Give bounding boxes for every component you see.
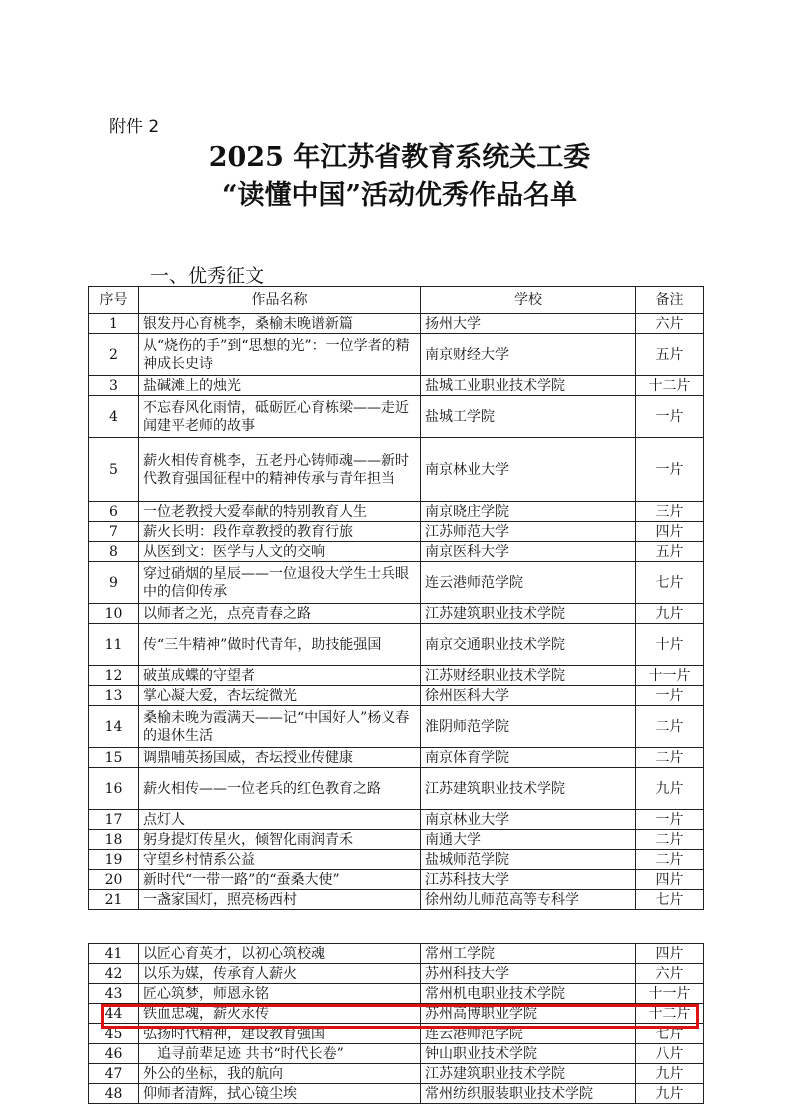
work-title: 一位老教授大爱奉献的特别教育人生 [139,502,421,522]
note-cell: 四片 [636,522,704,542]
note-cell: 十二片 [636,376,704,396]
school-name: 南京体育学院 [421,748,636,768]
row-number: 4 [89,396,139,438]
school-name: 南京交通职业技术学院 [421,624,636,666]
work-title: 从医到文：医学与人文的交响 [139,542,421,562]
note-cell: 一片 [636,438,704,502]
page-title-line2: “读懂中国”活动优秀作品名单 [221,180,578,211]
row-number: 3 [89,376,139,396]
essay-list-table-continued [88,943,704,1104]
school-name: 江苏建筑职业技术学院 [421,768,636,810]
note-cell: 一片 [636,396,704,438]
school-name: 常州机电职业技术学院 [421,984,636,1004]
row-number: 2 [89,334,139,376]
row-number: 10 [89,604,139,624]
school-name: 徐州幼儿师范高等专科学 [421,890,636,910]
work-title: 弘扬时代精神，建设教育强国 [139,1024,421,1044]
table-row [89,810,704,830]
attachment-label: 附件 2 [109,117,160,137]
school-name: 盐城师范学院 [421,850,636,870]
row-number: 20 [89,870,139,890]
school-name: 江苏建筑职业技术学院 [421,604,636,624]
table-row [89,1064,704,1084]
school-name: 盐城工业职业技术学院 [421,376,636,396]
note-cell: 一片 [636,810,704,830]
table-row [89,666,704,686]
row-number: 41 [89,944,139,964]
row-number: 21 [89,890,139,910]
row-number: 47 [89,1064,139,1084]
note-cell: 六片 [636,314,704,334]
work-title: 点灯人 [139,810,421,830]
table-row [89,334,704,376]
work-title: 薪火相传——一位老兵的红色教育之路 [139,768,421,810]
row-number: 46 [89,1044,139,1064]
school-name: 苏州高博职业学院 [421,1004,636,1024]
work-title: 匠心筑梦，师恩永铭 [139,984,421,1004]
work-title: 桑榆未晚为霞满天——记“中国好人”杨义春的退休生活 [139,706,421,748]
row-number: 8 [89,542,139,562]
school-name: 淮阴师范学院 [421,706,636,748]
school-name: 南京医科大学 [421,542,636,562]
note-cell: 二片 [636,850,704,870]
note-cell: 五片 [636,334,704,376]
table-row [89,542,704,562]
school-name: 苏州科技大学 [421,964,636,984]
work-title: 银发丹心育桃李，桑榆未晚谱新篇 [139,314,421,334]
work-title: 躬身提灯传星火，倾智化雨润青禾 [139,830,421,850]
header-note: 备注 [636,287,704,314]
school-name: 南京财经大学 [421,334,636,376]
header-school: 学校 [421,287,636,314]
work-title: 新时代“一带一路”的“蚕桑大使” [139,870,421,890]
school-name: 盐城工学院 [421,396,636,438]
school-name: 连云港师范学院 [421,1024,636,1044]
school-name: 常州工学院 [421,944,636,964]
table-row [89,748,704,768]
school-name: 钟山职业技术学院 [421,1044,636,1064]
table-row [89,830,704,850]
school-name: 南通大学 [421,830,636,850]
note-cell: 二片 [636,830,704,850]
row-number: 43 [89,984,139,1004]
row-number: 9 [89,562,139,604]
header-work: 作品名称 [139,287,421,314]
note-cell: 八片 [636,1044,704,1064]
work-title: 盐碱滩上的烛光 [139,376,421,396]
note-cell: 二片 [636,706,704,748]
row-number: 1 [89,314,139,334]
note-cell: 七片 [636,1024,704,1044]
work-title: 传“三牛精神”做时代青年，助技能强国 [139,624,421,666]
note-cell: 三片 [636,502,704,522]
row-number: 18 [89,830,139,850]
table-row [89,964,704,984]
row-number: 14 [89,706,139,748]
school-name: 常州纺织服装职业技术学院 [421,1084,636,1104]
school-name: 江苏师范大学 [421,522,636,542]
work-title: 掌心凝大爱，杏坛绽微光 [139,686,421,706]
row-number: 42 [89,964,139,984]
table-row [89,438,704,502]
note-cell: 九片 [636,1064,704,1084]
table-row [89,850,704,870]
note-cell: 二片 [636,748,704,768]
work-title: 以匠心育英才，以初心筑校魂 [139,944,421,964]
table-row [89,1024,704,1044]
row-number: 44 [89,1004,139,1024]
row-number: 48 [89,1084,139,1104]
row-number: 7 [89,522,139,542]
note-cell: 十二片 [636,1004,704,1024]
table-row [89,376,704,396]
school-name: 连云港师范学院 [421,562,636,604]
row-number: 6 [89,502,139,522]
table-row [89,890,704,910]
table-row [89,1004,704,1024]
note-cell: 五片 [636,542,704,562]
school-name: 江苏财经职业技术学院 [421,666,636,686]
school-name: 南京林业大学 [421,438,636,502]
note-cell: 七片 [636,562,704,604]
note-cell: 十片 [636,624,704,666]
header-no: 序号 [89,287,139,314]
table-row [89,522,704,542]
row-number: 12 [89,666,139,686]
note-cell: 十一片 [636,984,704,1004]
work-title: 薪火相传育桃李，五老丹心铸师魂——新时代教育强国征程中的精神传承与青年担当 [139,438,421,502]
section-heading: 一、优秀征文 [150,265,265,287]
work-title: 追寻前辈足迹 共书“时代长卷” [139,1044,421,1064]
work-title: 外公的坐标，我的航向 [139,1064,421,1084]
work-title: 以师者之光，点亮青春之路 [139,604,421,624]
table-row [89,1084,704,1104]
table-row [89,314,704,334]
school-name: 扬州大学 [421,314,636,334]
table-row [89,604,704,624]
work-title: 从“烧伤的手”到“思想的光”：一位学者的精神成长史诗 [139,334,421,376]
table-row [89,768,704,810]
row-number: 16 [89,768,139,810]
table-row [89,686,704,706]
note-cell: 九片 [636,1084,704,1104]
note-cell: 七片 [636,890,704,910]
table-row [89,502,704,522]
work-title: 一盏家国灯，照亮杨西村 [139,890,421,910]
row-number: 17 [89,810,139,830]
table-row [89,562,704,604]
work-title: 仰师者清辉，拭心镜尘埃 [139,1084,421,1104]
school-name: 南京晓庄学院 [421,502,636,522]
work-title: 守望乡村情系公益 [139,850,421,870]
table-row [89,944,704,964]
note-cell: 四片 [636,944,704,964]
note-cell: 九片 [636,768,704,810]
row-number: 5 [89,438,139,502]
note-cell: 十一片 [636,666,704,686]
page-title-line1: 2025 年江苏省教育系统关工委 [208,142,591,173]
note-cell: 一片 [636,686,704,706]
table-row [89,870,704,890]
table-row [89,624,704,666]
work-title: 不忘春风化雨情，砥砺匠心育栋梁——走近闻建平老师的故事 [139,396,421,438]
school-name: 江苏科技大学 [421,870,636,890]
table-row [89,396,704,438]
work-title: 破茧成蝶的守望者 [139,666,421,686]
table-row [89,984,704,1004]
note-cell: 六片 [636,964,704,984]
table-row [89,706,704,748]
work-title: 调鼎哺英扬国威，杏坛授业传健康 [139,748,421,768]
note-cell: 九片 [636,604,704,624]
essay-list-table [88,286,704,910]
work-title: 铁血忠魂，薪火永传 [139,1004,421,1024]
work-title: 以乐为媒，传承育人薪火 [139,964,421,984]
table-row [89,1044,704,1064]
note-cell: 四片 [636,870,704,890]
row-number: 45 [89,1024,139,1044]
work-title: 穿过硝烟的星辰——一位退役大学生士兵眼中的信仰传承 [139,562,421,604]
table-header-row [89,287,704,314]
school-name: 徐州医科大学 [421,686,636,706]
row-number: 15 [89,748,139,768]
row-number: 19 [89,850,139,870]
row-number: 11 [89,624,139,666]
work-title: 薪火长明：段作章教授的教育行旅 [139,522,421,542]
school-name: 南京林业大学 [421,810,636,830]
school-name: 江苏建筑职业技术学院 [421,1064,636,1084]
row-number: 13 [89,686,139,706]
